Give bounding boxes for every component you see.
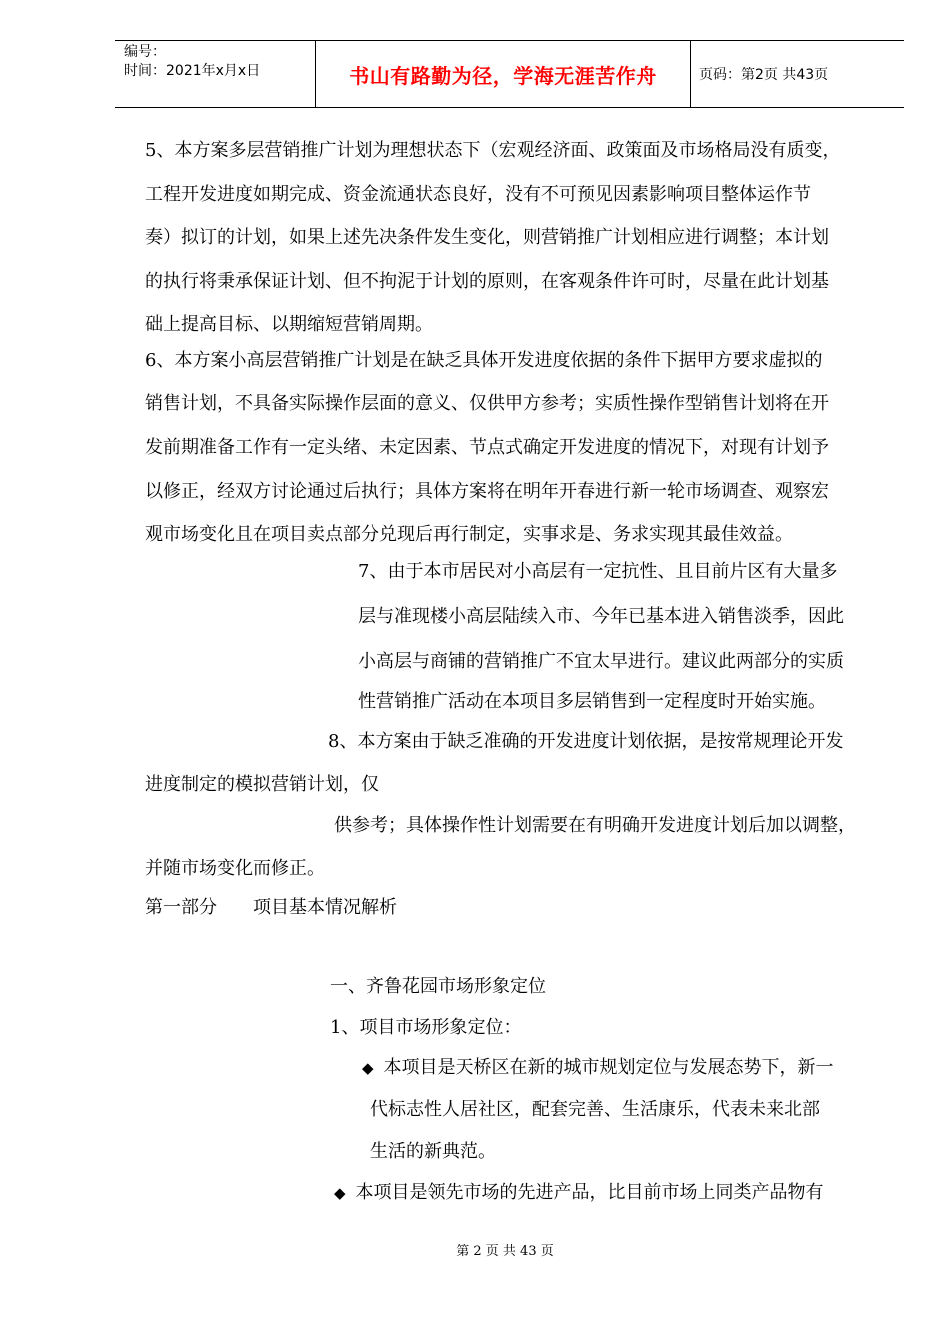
bullet-text-line: 代标志性人居社区，配套完善、生活康乐，代表未来北部	[370, 1099, 820, 1120]
diamond-bullet-icon: ◆	[362, 1059, 374, 1077]
serial-number-label: 编号：	[124, 44, 166, 60]
paragraph-5-line: 奏）拟订的计划，如果上述先决条件发生变化，则营销推广计划相应进行调整；本计划	[145, 227, 829, 248]
paragraph-8-line: 并随市场变化而修正。	[145, 858, 325, 879]
bullet-text-line: 生活的新典范。	[370, 1141, 496, 1162]
section-title: 一、齐鲁花园市场形象定位	[330, 976, 546, 997]
paragraph-7-line: 性营销推广活动在本项目多层销售到一定程度时开始实施。	[358, 691, 826, 712]
paragraph-6-line: 以修正，经双方讨论通过后执行；具体方案将在明年开春进行新一轮市场调查、观察宏	[145, 481, 829, 502]
header-meta-cell	[115, 41, 316, 107]
header-page-number: 页码：第2页 共43页	[699, 67, 829, 83]
paragraph-5-line: 工程开发进度如期完成、资金流通状态良好，没有不可预见因素影响项目整体运作节	[145, 184, 811, 205]
diamond-bullet-icon: ◆	[334, 1184, 346, 1202]
header-motto-cell	[316, 41, 691, 107]
paragraph-5-line: 础上提高目标、以期缩短营销周期。	[145, 314, 433, 335]
paragraph-8-line: 8、本方案由于缺乏准确的开发进度计划依据，是按常规理论开发	[328, 731, 844, 752]
bullet-text-line: 本项目是领先市场的先进产品，比目前市场上同类产品物有	[355, 1182, 824, 1203]
paragraph-8-line: 供参考；具体操作性计划需要在有明确开发进度计划后加以调整，	[334, 815, 856, 836]
paragraph-5-line: 的执行将秉承保证计划、但不拘泥于计划的原则，在客观条件许可时，尽量在此计划基	[145, 271, 829, 292]
page-header	[115, 40, 904, 108]
date-label: 时间：2021年x月x日	[124, 63, 261, 79]
paragraph-6-line: 发前期准备工作有一定头绪、未定因素、节点式确定开发进度的情况下，对现有计划予	[145, 437, 829, 458]
paragraph-5-line: 5、本方案多层营销推广计划为理想状态下（宏观经济面、政策面及市场格局没有质变，	[145, 140, 841, 161]
bullet-text-line: 本项目是天桥区在新的城市规划定位与发展态势下，新一	[383, 1057, 834, 1078]
paragraph-8-line: 进度制定的模拟营销计划，仅	[145, 774, 379, 795]
paragraph-7-line: 小高层与商铺的营销推广不宜太早进行。建议此两部分的实质	[358, 651, 844, 672]
part-title: 第一部分 项目基本情况解析	[145, 897, 397, 918]
paragraph-6-line: 6、本方案小高层营销推广计划是在缺乏具体开发进度依据的条件下据甲方要求虚拟的	[145, 350, 823, 371]
subsection-title: 1、项目市场形象定位：	[330, 1017, 522, 1038]
motto-text: 书山有路勤为径，学海无涯苦作舟	[349, 63, 657, 88]
paragraph-6-line: 销售计划，不具备实际操作层面的意义、仅供甲方参考；实质性操作型销售计划将在开	[145, 393, 829, 414]
header-page-cell	[691, 41, 904, 107]
bullet-item	[334, 1181, 824, 1205]
bullet-item	[362, 1056, 834, 1080]
paragraph-6-line: 观市场变化且在项目卖点部分兑现后再行制定，实事求是、务求实现其最佳效益。	[145, 524, 793, 545]
page-footer: 第 2 页 共 43 页	[456, 1244, 554, 1259]
paragraph-7-line: 层与准现楼小高层陆续入市、今年已基本进入销售淡季，因此	[358, 606, 844, 627]
paragraph-7-line: 7、由于本市居民对小高层有一定抗性、且目前片区有大量多	[358, 561, 838, 582]
